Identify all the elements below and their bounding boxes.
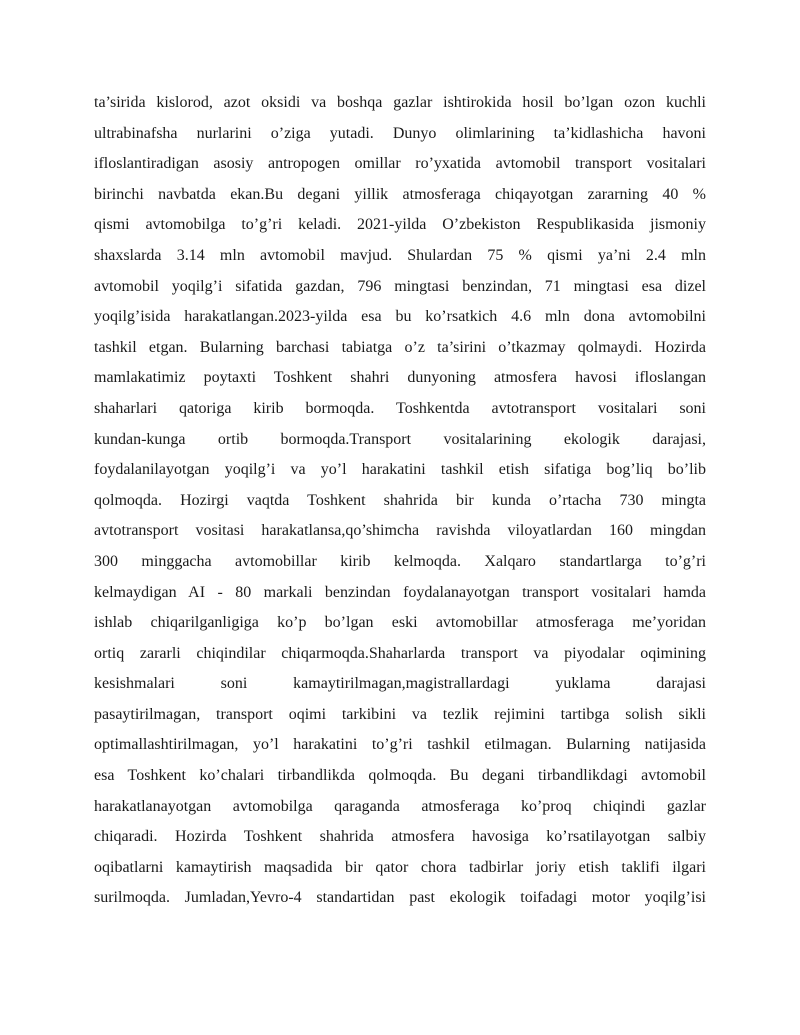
text-line: optimallashtirilmagan, yo’l harakatini to’g’ri tashkil etilmagan. Bularning natijasida bbox=[94, 736, 706, 754]
text-line: avtotransport vositasi harakatlansa,qo’shimcha ravishda viloyatlardan 160 mingdan bbox=[94, 522, 706, 540]
text-line: qolmoqda. Hozirgi vaqtda Toshkent shahrida bir kunda o’rtacha 730 mingta bbox=[94, 491, 706, 509]
text-line: ortiq zararli chiqindilar chiqarmoqda.Shaharlarda transport va piyodalar oqimining bbox=[94, 644, 706, 662]
text-line: mamlakatimiz poytaxti Toshkent shahri dunyoning atmosfera havosi ifloslangan bbox=[94, 369, 706, 387]
text-line: esa Toshkent ko’chalari tirbandlikda qolmoqda. Bu degani tirbandlikdagi avtomobil bbox=[94, 767, 706, 785]
text-line: kesishmalari soni kamaytirilmagan,magistrallardagi yuklama darajasi bbox=[94, 675, 706, 693]
text-line: qismi avtomobilga to’g’ri keladi. 2021-yilda O’zbekiston Respublikasida jismoniy bbox=[94, 216, 706, 234]
text-line: tashkil etgan. Bularning barchasi tabiatga o’z ta’sirini o’tkazmay qolmaydi. Hozirda bbox=[94, 338, 706, 356]
text-line: foydalanilayotgan yoqilg’i va yo’l harakatini tashkil etish sifatiga bog’liq bo’lib bbox=[94, 461, 706, 479]
text-line: ifloslantiradigan asosiy antropogen omillar ro’yxatida avtomobil transport vositalari bbox=[94, 155, 706, 173]
text-line: avtomobil yoqilg’i sifatida gazdan, 796 mingtasi benzindan, 71 mingtasi esa dizel bbox=[94, 277, 706, 295]
text-line: ishlab chiqarilganligiga ko’p bo’lgan eski avtomobillar atmosferaga me’yoridan bbox=[94, 614, 706, 632]
text-line: chiqaradi. Hozirda Toshkent shahrida atmosfera havosiga ko’rsatilayotgan salbiy bbox=[94, 828, 706, 846]
text-line: kelmaydigan AI - 80 markali benzindan foydalanayotgan transport vositalari hamda bbox=[94, 583, 706, 601]
text-line: pasaytirilmagan, transport oqimi tarkibini va tezlik rejimini tartibga solish sikli bbox=[94, 705, 706, 723]
text-line: surilmoqda. Jumladan,Yevro-4 standartidan past ekologik toifadagi motor yoqilg’isi bbox=[94, 889, 706, 907]
text-line: shaharlari qatoriga kirib bormoqda. Toshkentda avtotransport vositalari soni bbox=[94, 399, 706, 417]
document-page bbox=[94, 88, 706, 914]
text-line: birinchi navbatda ekan.Bu degani yillik atmosferaga chiqayotgan zararning 40 % bbox=[94, 185, 706, 203]
text-line: harakatlanayotgan avtomobilga qaraganda atmosferaga ko’proq chiqindi gazlar bbox=[94, 797, 706, 815]
text-line: shaxslarda 3.14 mln avtomobil mavjud. Shulardan 75 % qismi ya’ni 2.4 mln bbox=[94, 246, 706, 264]
text-line: ultrabinafsha nurlarini o’ziga yutadi. Dunyo olimlarining ta’kidlashicha havoni bbox=[94, 124, 706, 142]
text-line: oqibatlarni kamaytirish maqsadida bir qator chora tadbirlar joriy etish taklifi ilgari bbox=[94, 858, 706, 876]
text-line: 300 minggacha avtomobillar kirib kelmoqda. Xalqaro standartlarga to’g’ri bbox=[94, 552, 706, 570]
text-line: kundan-kunga ortib bormoqda.Transport vositalarining ekologik darajasi, bbox=[94, 430, 706, 448]
text-line: yoqilg’isida harakatlangan.2023-yilda esa bu ko’rsatkich 4.6 mln dona avtomobilni bbox=[94, 308, 706, 326]
text-line: ta’sirida kislorod, azot oksidi va boshqa gazlar ishtirokida hosil bo’lgan ozon kuchli bbox=[94, 94, 706, 111]
